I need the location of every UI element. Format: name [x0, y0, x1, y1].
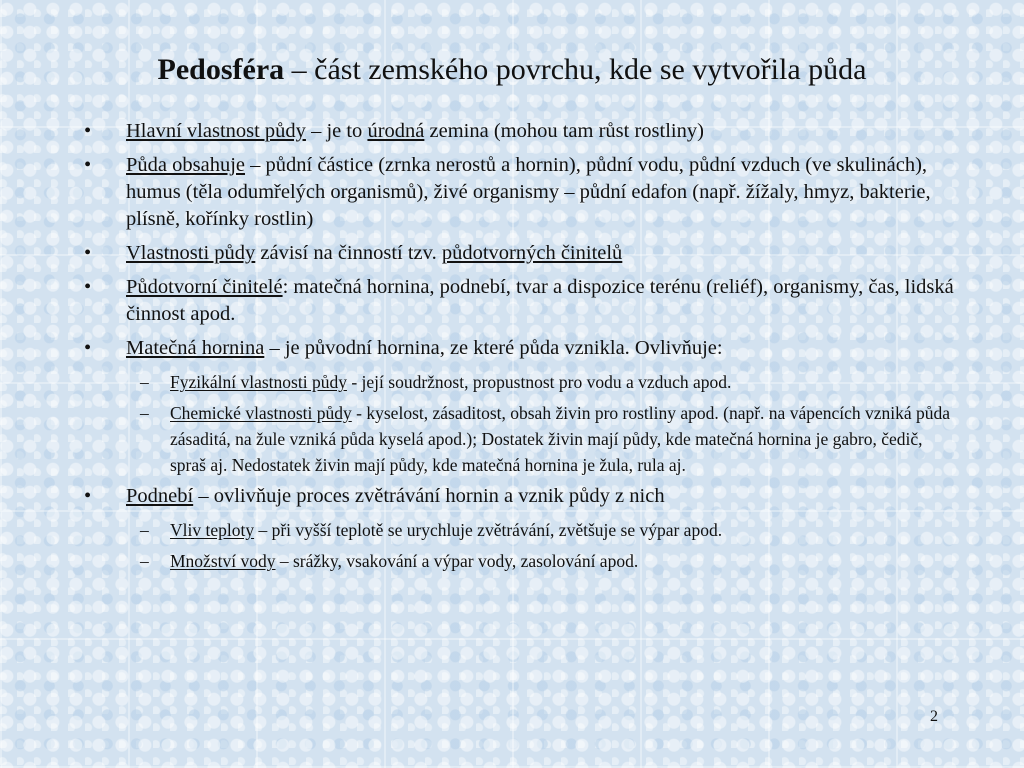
underlined-term: úrodná: [367, 120, 425, 142]
underlined-term: Chemické vlastnosti půdy: [170, 403, 352, 423]
bullet-item: [84, 240, 954, 267]
bullet-text: zemina (mohou tam růst rostliny): [424, 120, 704, 142]
sub-bullet-text: – při vyšší teplotě se urychluje zvětrávání, zvětšuje se výpar apod.: [254, 520, 723, 540]
bullet-text: závisí na činností tzv.: [255, 242, 442, 264]
dash-icon: –: [140, 403, 149, 423]
sub-bullet-item: [140, 517, 954, 543]
bullet-icon: •: [84, 154, 92, 176]
bullet-icon: •: [84, 242, 92, 264]
underlined-term: půdotvorných činitelů: [441, 242, 623, 264]
title-bold: Pedosféra: [157, 53, 285, 86]
bullet-item: [84, 118, 954, 145]
bullet-icon: •: [84, 276, 92, 298]
underlined-term: Vlastnosti půdy: [126, 242, 256, 264]
bullet-text: : matečná hornina, podnebí, tvar a dispozice terénu (reliéf), organismy, čas, lidská činnost apod.: [126, 276, 954, 325]
bullet-text: – je původní hornina, ze které půda vznikla. Ovlivňuje:: [264, 337, 723, 359]
page-number: 2: [930, 708, 938, 725]
underlined-term: Podnebí: [126, 485, 194, 507]
bullet-item: [84, 152, 954, 233]
dash-icon: –: [140, 372, 149, 392]
dash-icon: –: [140, 551, 149, 571]
sub-bullet-text: - její soudržnost, propustnost pro vodu a vzduch apod.: [346, 372, 732, 392]
sub-bullet-text: - kyselost, zásaditost, obsah živin pro rostliny apod. (např. na vápencích vzniká půda zásaditá, na žule vzniká půda kyselá apod.); Dostatek živin mají půdy, kde matečná hornina je gabro, čedič, spraš aj. Nedostatek živin mají půdy, kde matečná hornina je žula, rula aj.: [170, 403, 951, 475]
bullet-text: – půdní částice (zrnka nerostů a hornin), půdní vodu, půdní vzduch (ve skulinách), humus (těla odumřelých organismů), živé organismy – půdní edafon (např. žížaly, hmyz, bakterie, plísně, kořínky rostlin): [126, 154, 931, 230]
bullet-icon: •: [84, 120, 92, 142]
title-rest: – část zemského povrchu, kde se vytvořila půda: [284, 53, 867, 86]
bullet-icon: •: [84, 485, 92, 507]
dash-icon: –: [140, 520, 149, 540]
bullet-item: [84, 483, 954, 510]
underlined-term: Hlavní vlastnost půdy: [126, 120, 306, 142]
sub-bullet-item: [140, 369, 954, 395]
sub-bullet-text: – srážky, vsakování a výpar vody, zasolování apod.: [275, 551, 639, 571]
slide-title: [0, 50, 1024, 90]
underlined-term: Vliv teploty: [170, 520, 255, 540]
sub-bullet-item: [140, 548, 954, 574]
bullet-text: – je to: [305, 120, 368, 142]
bullet-list: [84, 118, 954, 579]
sub-bullet-item: [140, 400, 954, 478]
underlined-term: Fyzikální vlastnosti půdy: [170, 372, 347, 392]
bullet-icon: •: [84, 337, 92, 359]
underlined-term: Půdotvorní činitelé: [126, 276, 283, 298]
bullet-item: [84, 274, 954, 328]
underlined-term: Půda obsahuje: [126, 154, 245, 176]
underlined-term: Matečná hornina: [126, 337, 265, 359]
bullet-item: [84, 335, 954, 362]
underlined-term: Množství vody: [170, 551, 276, 571]
bullet-text: – ovlivňuje proces zvětrávání hornin a vznik půdy z nich: [193, 485, 665, 507]
